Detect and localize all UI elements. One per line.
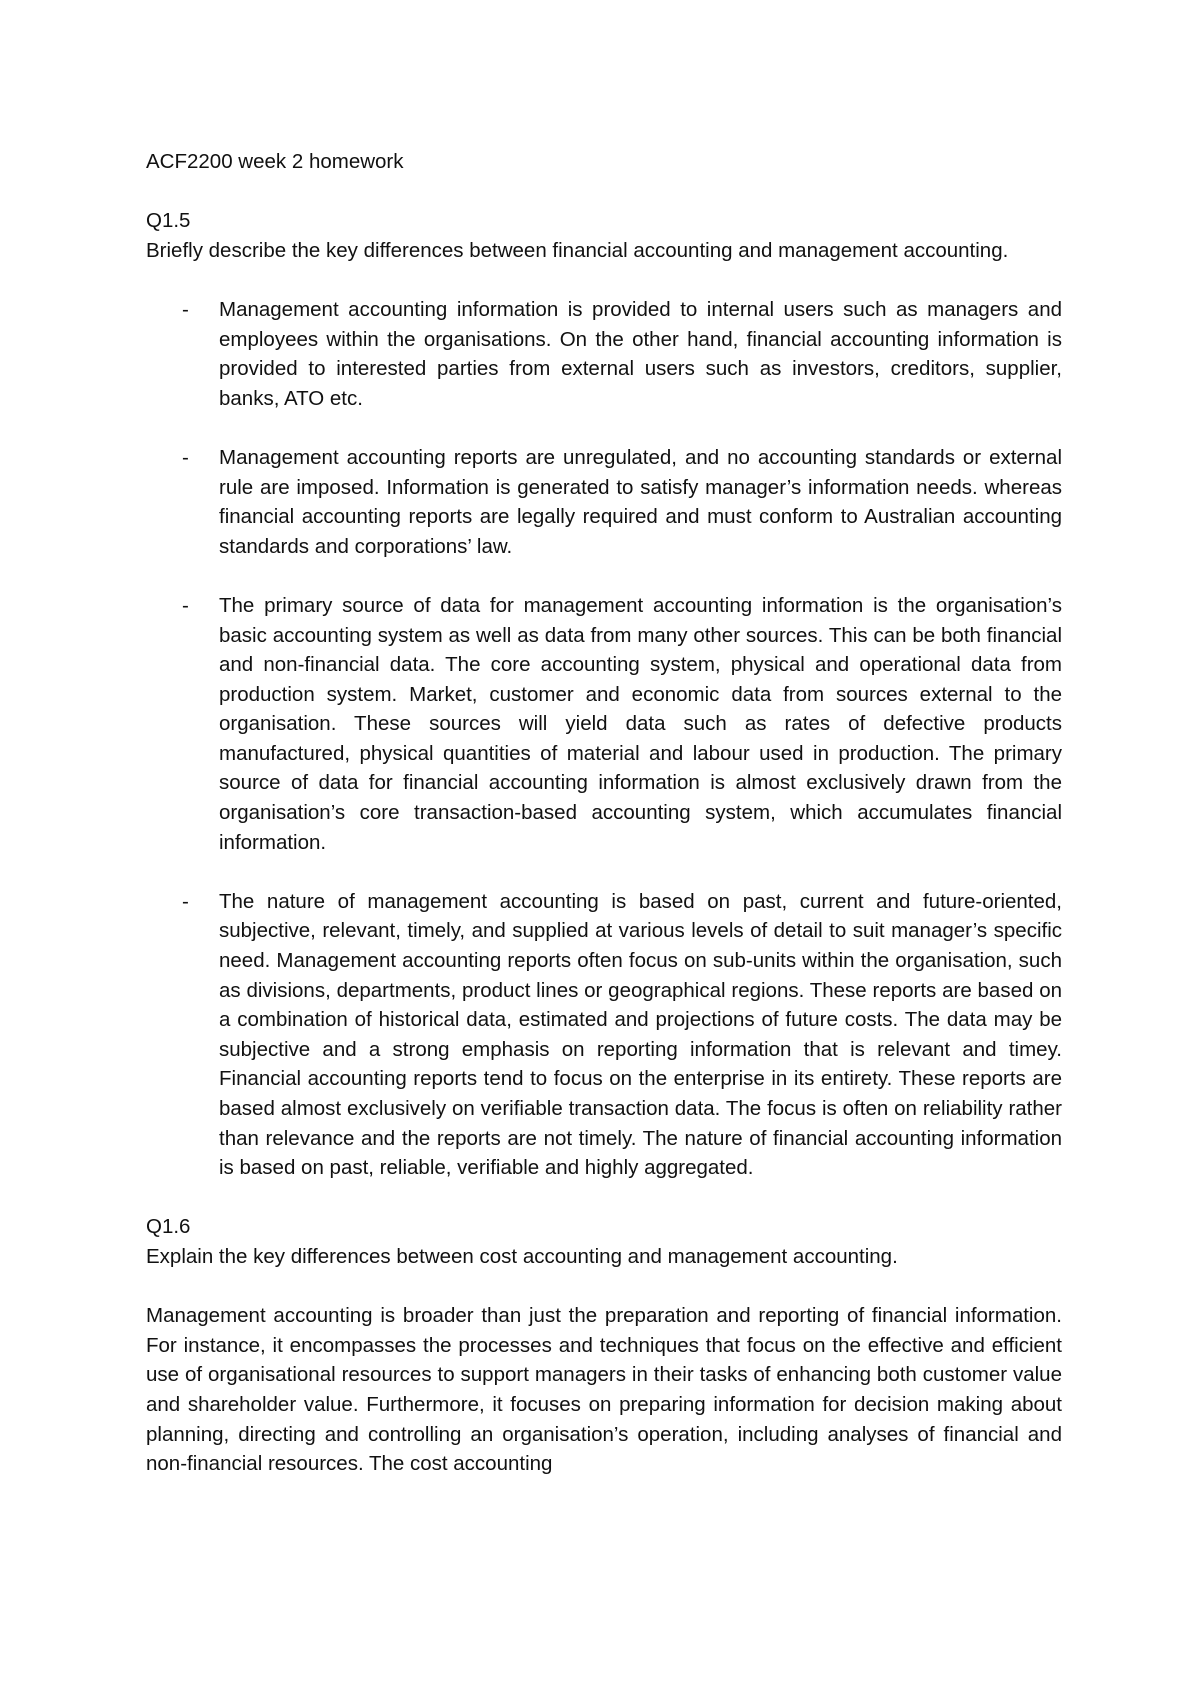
bullet-text: The primary source of data for management accounting information is the organisation’s basic accounting system as well as data from many other sources. This can be both financial and non-financial data. The core accounting system, physical and operational data from production system. Market, customer and economic data from sources external to the organisation. These sources will yield data such as rates of defective products manufactured, physical quantities of material and labour used in production. The primary source of data for financial accounting information is almost exclusively drawn from the organisation’s core transaction-based accounting system, which accumulates financial information. [219,593,1062,854]
spacer [146,413,1062,443]
spacer [146,1183,1062,1213]
question-text-q1-6: Explain the key differences between cost accounting and management accounting. [146,1244,898,1268]
question-text-q1-5: Briefly describe the key differences between financial accounting and management accounting. [146,238,1009,262]
spacer [146,1272,1062,1302]
answer-bullet-1 [146,295,1062,413]
answer-paragraph-q1-6: Management accounting is broader than just the preparation and reporting of financial information. For instance, it encompasses the processes and techniques that focus on the effective and efficient use of organisational resources to support managers in their tasks of enhancing both customer value and shareholder value. Furthermore, it focuses on preparing information for decision making about planning, directing and controlling an organisation’s operation, including analyses of financial and non-financial resources. The cost accounting [146,1304,1062,1476]
document-body [146,147,1062,1479]
bullet-dash: - [182,889,189,913]
answer-bullet-2 [146,443,1062,561]
answer-bullet-3 [146,591,1062,857]
question-number-q1-6: Q1.6 [146,1215,191,1239]
spacer [146,561,1062,591]
answer-bullet-4 [146,887,1062,1183]
bullet-text: The nature of management accounting is based on past, current and future-oriented, subjective, relevant, timely, and supplied at various levels of detail to suit manager’s specific need. Management accounting reports often focus on sub-units within the organisation, such as divisions, departments, product lines or geographical regions. These reports are based on a combination of historical data, estimated and projections of future costs. The data may be subjective and a strong emphasis on reporting information that is relevant and timey. Financial accounting reports tend to focus on the enterprise in its entirety. These reports are based almost exclusively on verifiable transaction data. The focus is often on reliability rather than relevance and the reports are not timely. The nature of financial accounting information is based on past, reliable, verifiable and highly aggregated. [219,889,1062,1180]
question-number-q1-5: Q1.5 [146,209,191,233]
bullet-dash: - [182,593,189,617]
bullet-text: Management accounting reports are unregulated, and no accounting standards or external rule are imposed. Information is generated to satisfy manager’s information needs. whereas financial accounting reports are legally required and must conform to Australian accounting standards and corporations’ law. [219,445,1062,558]
spacer [146,177,1062,207]
bullet-dash: - [182,445,189,469]
bullet-dash: - [182,297,189,321]
spacer [146,857,1062,887]
spacer [146,265,1062,295]
document-title: ACF2200 week 2 homework [146,150,404,173]
bullet-text: Management accounting information is provided to internal users such as managers and employees within the organisations. On the other hand, financial accounting information is provided to interested parties from external users such as investors, creditors, supplier, banks, ATO etc. [219,297,1062,410]
